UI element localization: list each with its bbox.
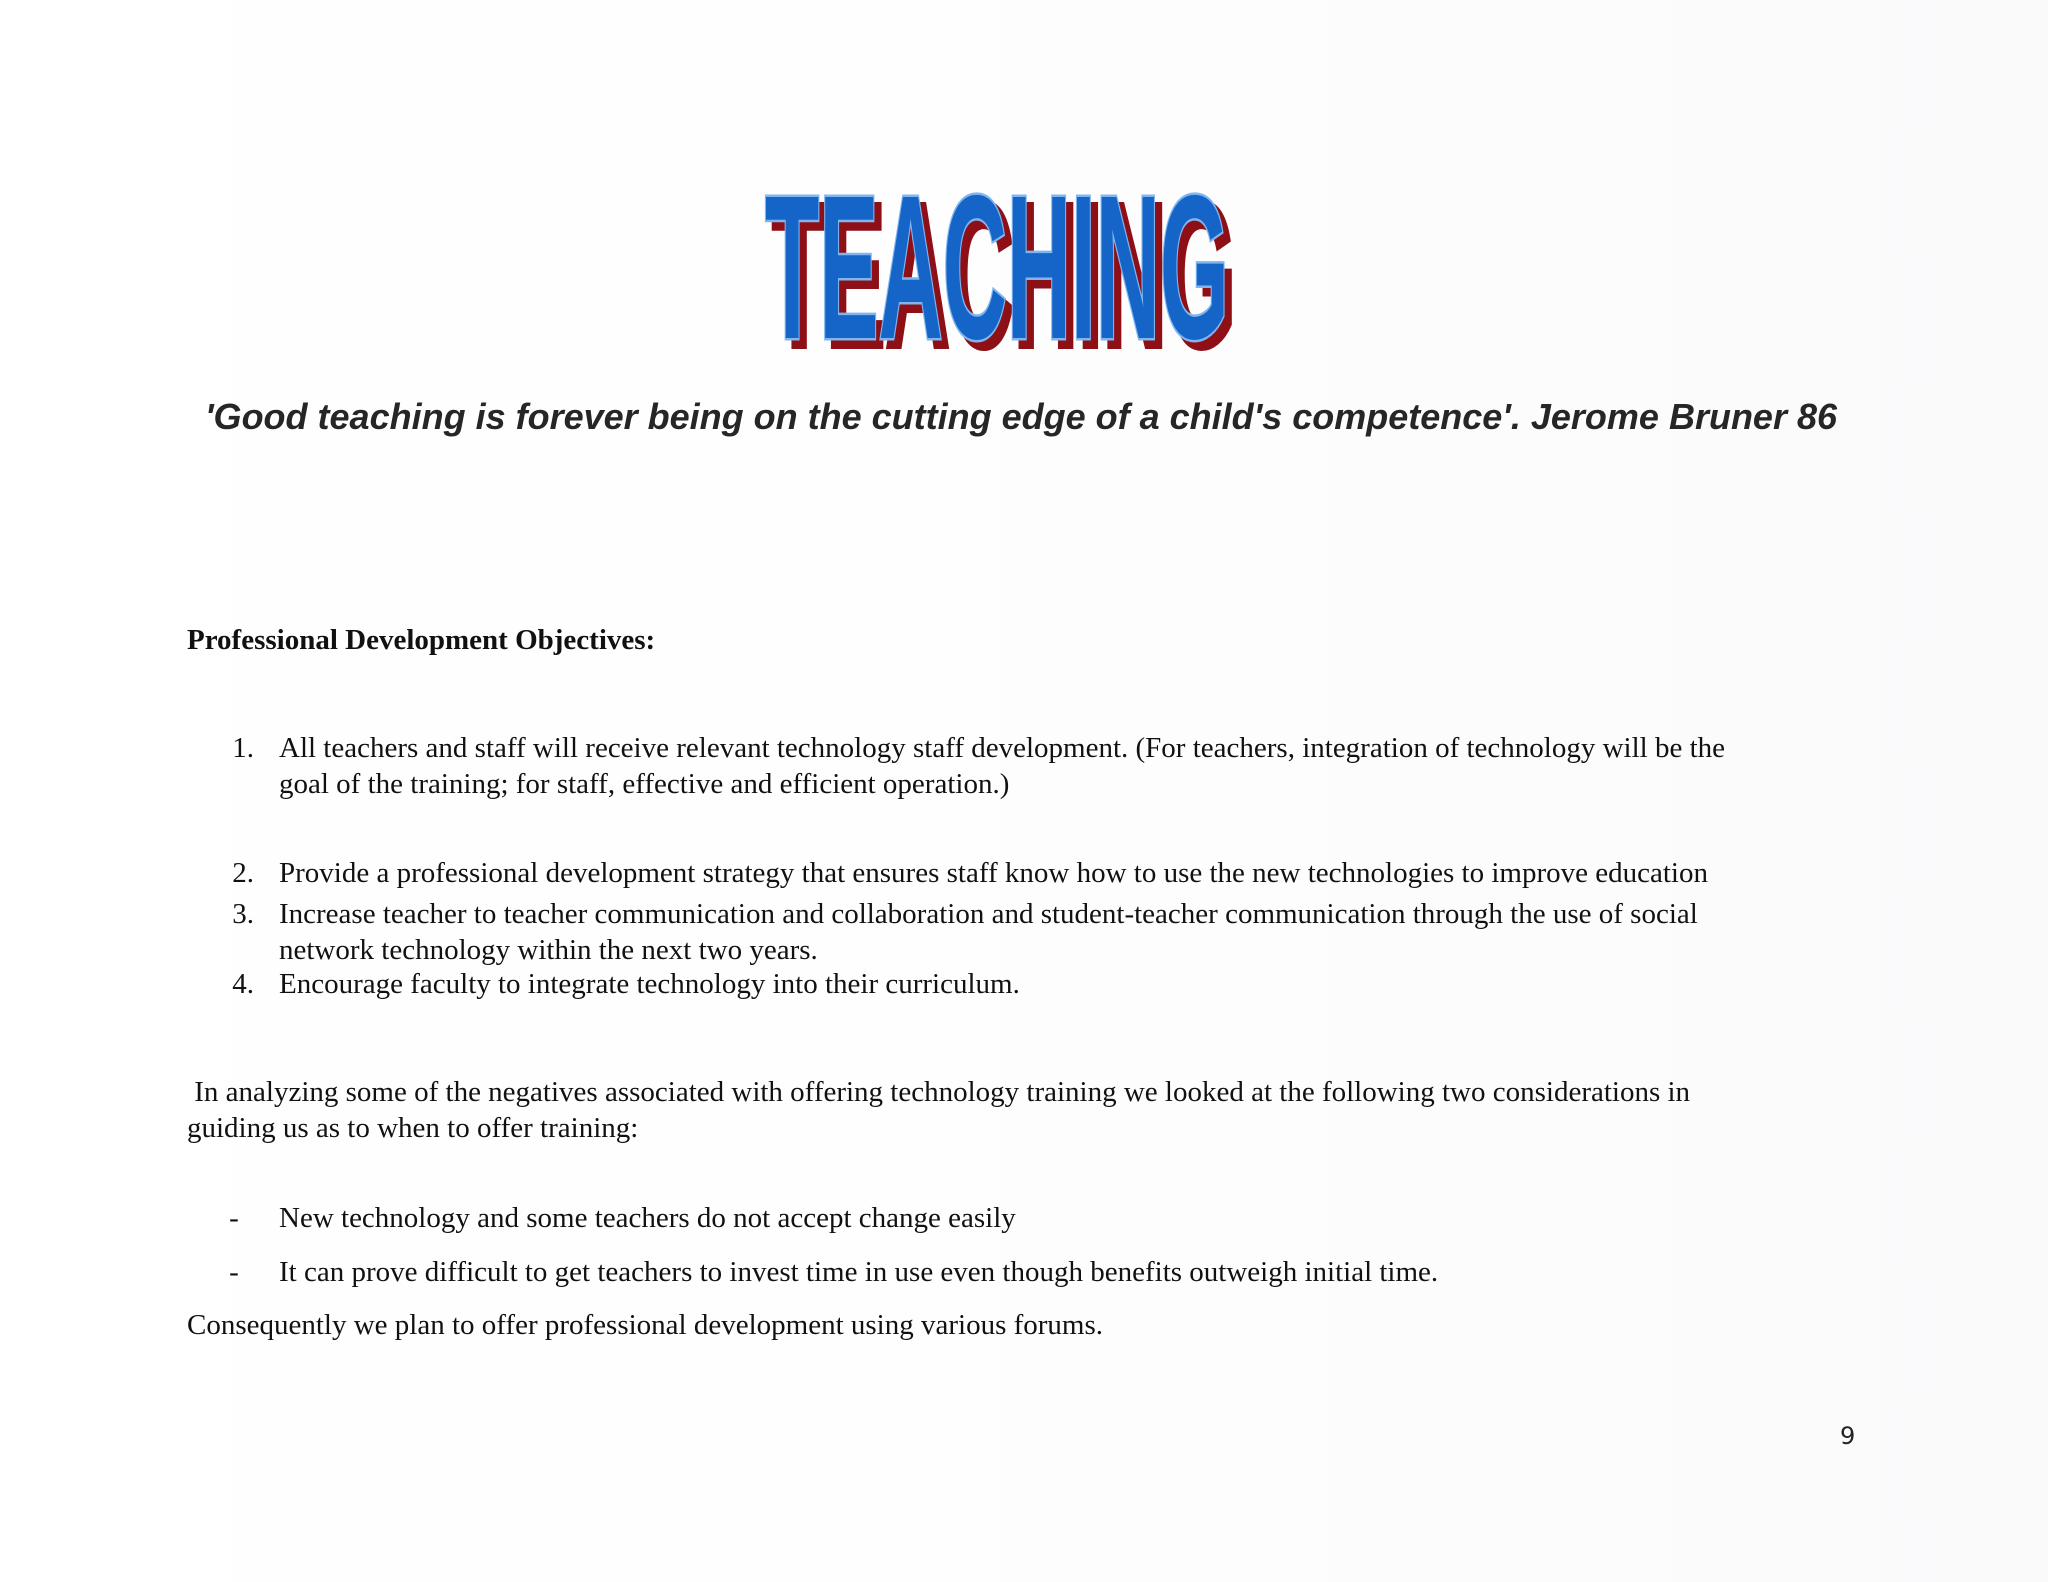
objective-line: Provide a professional development strategy that ensures staff know how to use the new technologies to improve education xyxy=(279,857,1708,889)
page-number: 9 xyxy=(1840,1422,1856,1450)
objective-line: Encourage faculty to integrate technology into their curriculum. xyxy=(279,968,1020,1000)
analysis-paragraph-line: In analyzing some of the negatives associated with offering technology training we looked at the following two considerations in xyxy=(187,1076,1691,1108)
wordart-svg xyxy=(760,128,1250,358)
analysis-paragraph-line: guiding us as to when to offer training: xyxy=(187,1112,639,1144)
objective-number: 3. xyxy=(232,898,254,930)
consideration-item: New technology and some teachers do not accept change easily xyxy=(279,1202,1016,1234)
bullet-dash: - xyxy=(229,1202,239,1234)
bullet-dash: - xyxy=(229,1256,239,1288)
wordart-shadow: TEACHING xyxy=(772,161,1236,358)
section-heading: Professional Development Objectives: xyxy=(187,624,656,656)
objective-line: network technology within the next two years. xyxy=(279,934,818,966)
objective-line: goal of the training; for staff, effective and efficient operation.) xyxy=(279,768,1010,800)
conclusion-sentence: Consequently we plan to offer professional development using various forums. xyxy=(187,1309,1104,1341)
teaching-wordart-title xyxy=(760,128,1250,358)
objective-number: 2. xyxy=(232,857,254,889)
wordart-face: TEACHING xyxy=(765,153,1229,358)
consideration-item: It can prove difficult to get teachers to invest time in use even though benefits outweigh initial time. xyxy=(279,1256,1439,1288)
objective-number: 1. xyxy=(232,732,254,764)
objective-line: All teachers and staff will receive relevant technology staff development. (For teachers, integration of technology will be the xyxy=(279,732,1726,764)
objective-number: 4. xyxy=(232,968,254,1000)
bruner-quote: 'Good teaching is forever being on the cutting edge of a child's competence'. Jerome Bruner 86 xyxy=(205,396,1838,437)
objective-line: Increase teacher to teacher communication and collaboration and student-teacher communication through the use of social xyxy=(279,898,1698,930)
